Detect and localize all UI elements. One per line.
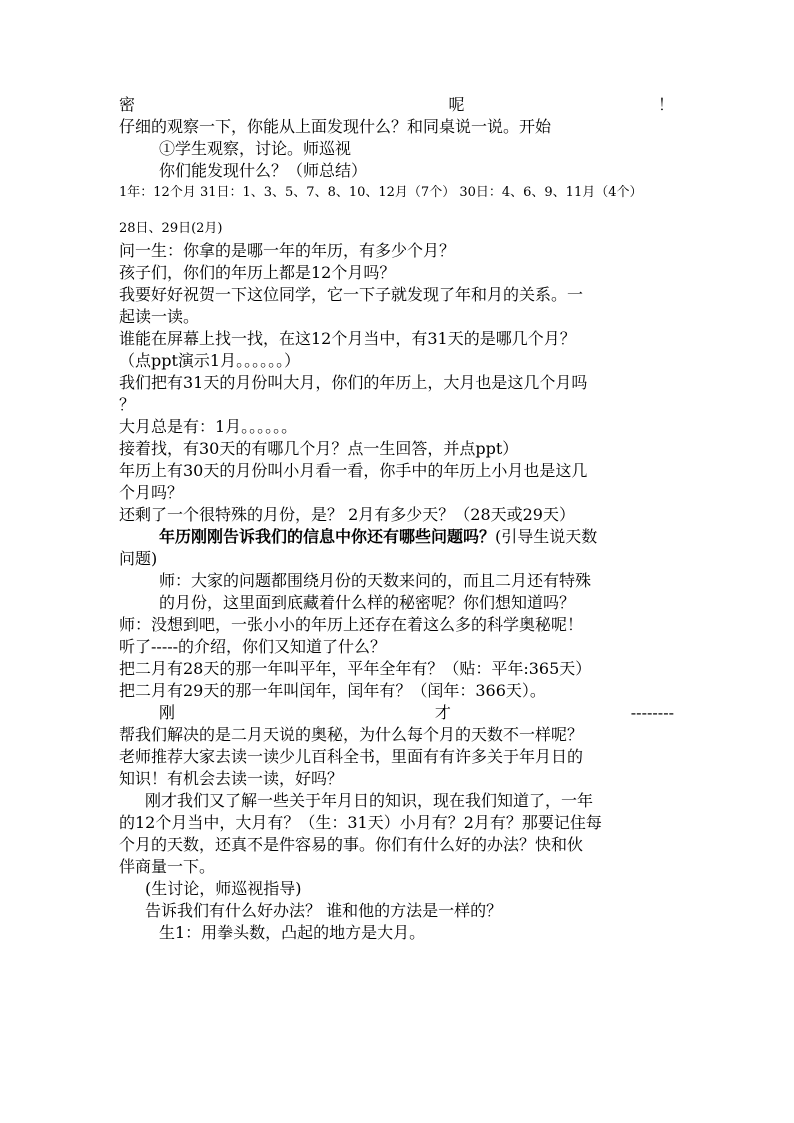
line-18: 个月吗？ [119,483,184,502]
line-28 [119,702,674,724]
line-14: ？ [119,395,136,414]
line-15: 大月总是有：1月。。。。。。 [119,417,298,436]
line-13: 我们把有31天的月份叫大月，你们的年历上，大月也是这几个月吗 [119,373,588,392]
line-37: 告诉我们有什么好办法？ 谁和他的方法是一样的？ [145,901,503,920]
line-26: 把二月有28天的那一年叫平年，平年全年有？（贴：平年:365天） [119,659,592,678]
line-35: 伴商量一下。 [119,857,216,876]
line-3: ①学生观察，讨论。师巡视 [159,139,352,158]
document-body [119,94,674,944]
line-8: 孩子们，你们的年历上都是12个月吗？ [119,263,396,282]
line-21: 问题) [119,549,158,568]
line-17: 年历上有30天的月份叫小月看一看，你手中的年历上小月也是这几 [119,461,588,480]
line-23: 的月份，这里面到底藏着什么样的秘密呢？你们想知道吗？ [159,593,576,612]
question-prompt: 年历刚刚告诉我们的信息中你还有哪些问题吗？ [159,527,496,546]
blank-gap [119,204,674,218]
text-gang: 刚 [159,703,176,722]
line-4: 你们能发现什么？（师总结） [159,161,368,180]
line-10: 起读一读。 [119,307,200,326]
line-11: 谁能在屏幕上找一找，在这12个月当中，有31天的是哪几个月？ [119,329,576,348]
line-16: 接着找，有30天的有哪几个月？点一生回答，并点ppt） [119,439,519,458]
line-24: 师：没想到吧，一张小小的年历上还存在着这么多的科学奥秘呢！ [119,615,584,634]
line-36: (生讨论，师巡视指导) [145,879,302,898]
line-12: （点ppt演示1月。。。。。。） [119,351,301,370]
text-exclaim: ！ [657,95,674,114]
line-33: 的12个月当中，大月有？（生：31天）小月有？2月有？那要记住每 [119,813,602,832]
line-30: 老师推荐大家去读一读少儿百科全书，里面有有许多关于年月日的 [119,747,584,766]
line-38: 生1：用拳头数，凸起的地方是大月。 [159,923,426,942]
line-29: 帮我们解决的是二月天说的奥秘，为什么每个月的天数不一样呢？ [119,725,584,744]
line-20 [119,526,674,548]
line-25: 听了-----的介绍，你们又知道了什么？ [119,637,387,656]
line-2: 仔细的观察一下，你能从上面发现什么？和同桌说一说。开始 [119,117,552,136]
line-22: 师：大家的问题都围绕月份的天数来问的，而且二月还有特殊 [159,571,592,590]
text-mi: 密 [119,95,136,114]
line-27: 把二月有29天的那一年叫闰年，闰年有？（闰年：366天）。 [119,681,546,700]
line-7: 问一生：你拿的是哪一年的年历，有多少个月？ [119,241,456,260]
line-5: 1年：12个月 31日：1、3、5、7、8、10、12月（7个） 30日：4、6、9、11月（4个） [119,185,643,200]
line-32: 刚才我们又了解一些关于年月日的知识，现在我们知道了，一年 [145,791,594,810]
question-note: (引导生说天数 [495,527,598,546]
line-6: 28日、29日(2月) [119,221,223,236]
line-19: 还剩了一个很特殊的月份，是？ 2月有多少天？（28天或29天） [119,505,575,524]
line-31: 知识！有机会去读一读，好吗？ [119,769,344,788]
line-1 [119,94,674,116]
line-9: 我要好好祝贺一下这位同学，它一下子就发现了年和月的关系。一 [119,285,584,304]
text-cai: 才 [434,703,451,722]
text-ne: 呢 [448,95,465,114]
text-dashes: -------- [630,703,674,722]
line-34: 个月的天数，还真不是件容易的事。你们有什么好的办法？快和伙 [119,835,584,854]
